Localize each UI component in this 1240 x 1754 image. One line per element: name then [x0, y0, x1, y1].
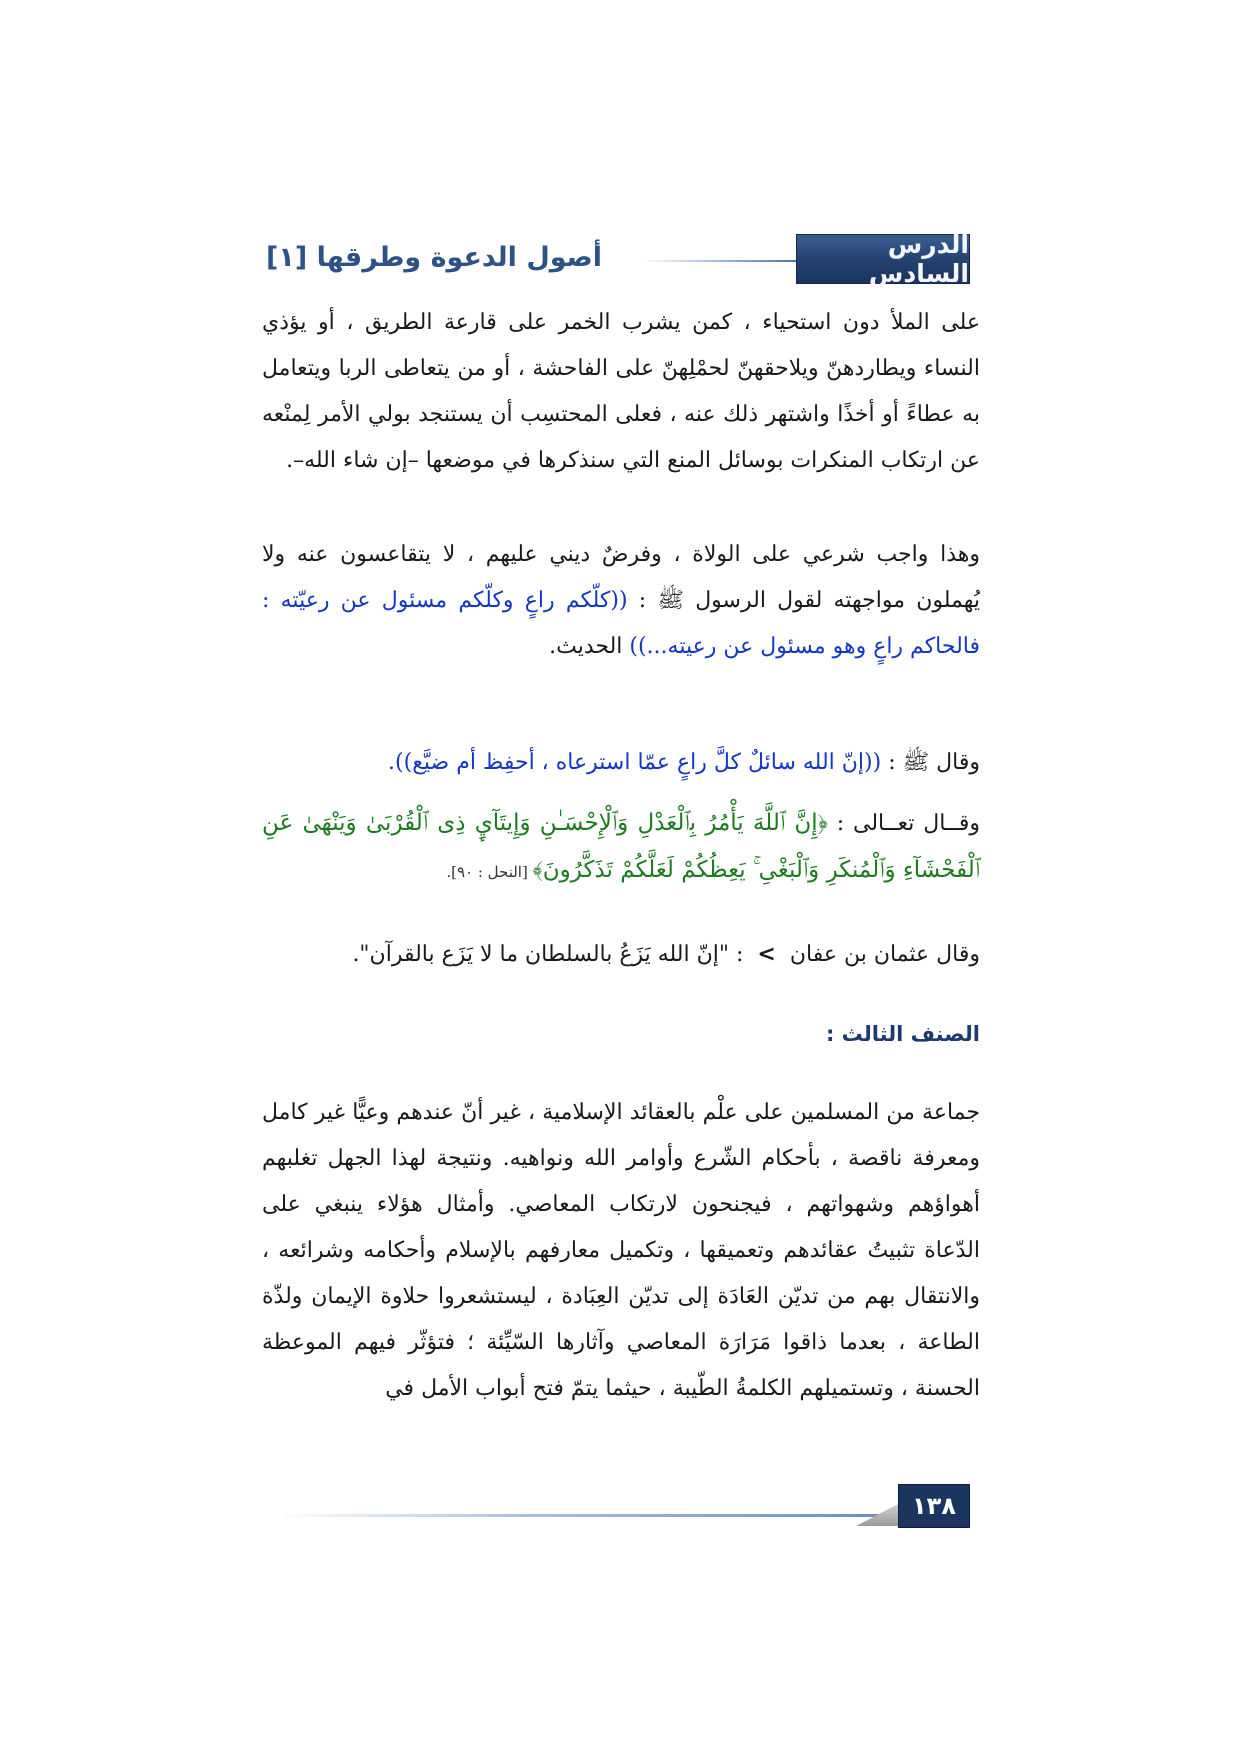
paragraph-3-intro: وقال ﷺ : [881, 750, 980, 775]
paragraph-3 [262, 740, 980, 786]
body-upper [262, 300, 980, 484]
lesson-label: الدرس السادس [868, 230, 969, 288]
body-hadith-2 [262, 740, 980, 786]
section-heading: الصنف الثالث : [825, 1022, 980, 1046]
paragraph-2 [262, 532, 980, 670]
paragraph-4 [262, 800, 980, 895]
paragraph-6: جماعة من المسلمين على علْم بالعقائد الإسلامية ، غير أنّ عندهم وعيًّا غير كامل ومعرفة ناقصة ، بأحكام الشّرع وأوامر الله ونواهيه. ونتيجة لهذا الجهل تغلبهم أهواؤهم وشهواتهم ، فيجنحون لارتكاب المعاصي. وأمثال هؤلاء ينبغي على الدّعاة تثبيتُ عقائدهم وتعميقها ، وتكميل معارفهم بالإسلام وأحكامه وشرائعه ، والانتقال بهم من تديّن العَادَة إلى تديّن العِبَادة ، ليستشعروا حلاوة الإيمان ولذّة الطاعة ، بعدما ذاقوا مَرَارَة المعاصي وآثارها السّيِّئة ؛ فتؤثّر فيهم الموعظة الحسنة ، وتستميلهم الكلمةُ الطّيبة ، حيثما يتمّ فتح أبواب الأمل في [262, 1100, 980, 1401]
page-title [266, 242, 636, 273]
hadith-quote-1: ((كلّكم راعٍ وكلّكم مسئول عن رعيّته : فالحاكم راعٍ وهو مسئول عن رعيته...)) [262, 588, 980, 659]
quran-verse: ﴿إِنَّ ٱللَّهَ يَأْمُرُ بِٱلْعَدْلِ وَٱلْإِحْسَـٰنِ وَإِيتَآيِٕ ذِى ٱلْقُرْبَىٰ وَيَنْهَىٰ عَنِ ٱلْفَحْشَآءِ وَٱلْمُنكَرِ وَٱلْبَغْىِ ۚ يَعِظُكُمْ لَعَلَّكُمْ تَذَكَّرُونَ﴾ [262, 810, 980, 883]
lesson-badge [796, 230, 970, 288]
paragraph-2-tail: الحديث. [549, 634, 630, 659]
paragraph-5-quote: : "إنّ الله يَزَعُ بالسلطان ما لا يَزَع بالقرآن". [352, 942, 744, 967]
body-middle [262, 532, 980, 670]
paragraph-2-intro: وهذا واجب شرعي على الولاة ، وفرضٌ ديني عليهم ، لا يتقاعسون عنه ولا يُهملون مواجهته لقول الرسول ﷺ : [262, 542, 980, 613]
header-divider [640, 260, 796, 262]
page-number: ١٣٨ [898, 1484, 970, 1528]
body-lower [262, 1090, 980, 1412]
paragraph-5 [262, 932, 980, 978]
verse-reference: [النحل : ٩٠]. [446, 863, 533, 881]
honorific-symbol: > [757, 942, 776, 967]
paragraph-4-intro: وقــال تعــالى : [827, 811, 981, 836]
paragraph-1: على الملأ دون استحياء ، كمن يشرب الخمر على قارعة الطريق ، أو يؤذي النساء ويطاردهنّ ويلاحقهنّ لحمْلِهنّ على الفاحشة ، أو من يتعاطى الربا ويتعامل به عطاءً أو أخذًا واشتهر ذلك عنه ، فعلى المحتسِب أن يستنجد بولي الأمر لِمنْعه عن ارتكاب المنكرات بوسائل المنع التي سنذكرها في موضعها –إن شاء الله–. [262, 310, 980, 473]
footer-divider [276, 1514, 896, 1517]
body-uthman [262, 932, 980, 978]
body-verse [262, 800, 980, 895]
page-title-text: أصول الدعوة وطرقها [١] [266, 242, 603, 273]
hadith-quote-2: ((إنّ الله سائلٌ كلَّ راعٍ عمّا استرعاه ، أحفِظ أم ضيَّع)). [388, 750, 882, 775]
paragraph-5-intro: وقال عثمان بن عفان [789, 942, 980, 967]
